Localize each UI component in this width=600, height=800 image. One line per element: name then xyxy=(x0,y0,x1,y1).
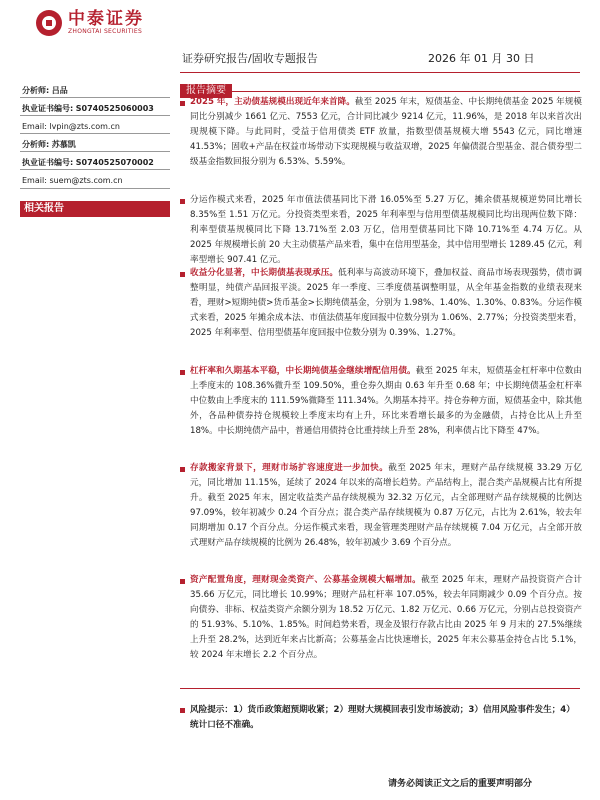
paragraph-text: 截至 2025 年末，短债基金、中长期纯债基金 2025 年规模同比分别减少 1661 亿元、7553 亿元，合计同比减少 9214 亿元，11.96%，是 2018 年以来首次出现规模下降。与此同时，受益于信用债类 ETF 放量，指数型债基规模大增 5543 亿元，同比增速 41.53%；固收+产品在权益市场带动下实现规模与收益双增，2025 年偏债混合型基金、混合债券型二级基金指数回报分别为 6.53%、5.59%。 xyxy=(190,97,582,167)
summary-paragraph xyxy=(190,364,582,439)
paragraph-highlight: 资产配置角度，理财现金类资产、公募基金规模大幅增加。 xyxy=(190,575,422,585)
analyst-divider xyxy=(20,169,170,170)
summary-paragraph xyxy=(190,95,582,170)
logo-cn: 中泰证券 xyxy=(68,9,144,29)
analyst-name: 吕品 xyxy=(51,86,68,95)
email-link[interactable]: lvpin@zts.com.cn xyxy=(49,122,120,131)
email-label: Email: xyxy=(22,176,47,185)
analyst-divider xyxy=(20,97,170,98)
cert-label: 执业证书编号: xyxy=(22,104,74,113)
analyst-divider xyxy=(20,151,170,152)
header-divider xyxy=(180,72,580,73)
analyst-name: 苏慕凯 xyxy=(51,140,76,149)
analyst-divider xyxy=(20,115,170,116)
paragraph-highlight: 2025 年，主动债基规模出现近年来首降。 xyxy=(190,97,355,107)
analyst-role-label: 分析师: xyxy=(22,140,50,149)
summary-bottom-divider xyxy=(180,688,580,689)
report-type: 证券研究报告/固收专题报告 xyxy=(182,52,318,65)
bullet-marker xyxy=(180,199,185,204)
paragraph-highlight: 收益分化显著，中长期债基表现承压。 xyxy=(190,268,339,278)
related-reports-heading: 相关报告 xyxy=(20,201,170,217)
analyst-2-cert-line xyxy=(22,157,154,168)
bullet-marker xyxy=(180,467,185,472)
analyst-1-email-line xyxy=(22,121,120,132)
disclaimer-footer: 请务必阅读正文之后的重要声明部分 xyxy=(388,779,533,789)
summary-paragraph xyxy=(190,573,582,662)
paragraph-text: 分运作模式来看，2025 年市值法债基同比下滑 16.05%至 5.27 万亿，摊余债基规模逆势同比增长 8.35%至 1.51 万亿元。分投资类型来看，2025 年利率型与信用型债基规模同比均出现两位数下降：利率型债基规模同比下降 13.71%至 2.03 万亿，信用型债基同比下降 10.71%至 4.74 万亿。从 2025 年规模增长前 20 大主动债基产品来看，集中在信用型基金，其中信用型增长 1289.45 亿元，利率型增长 907.41 亿元。 xyxy=(190,195,582,265)
paragraph-text: 截至 2025 年末，短债基金杠杆率中位数由上季度末的 108.36%微升至 109.50%，重仓券久期由 0.63 年升至 0.68 年；中长期纯债基金杠杆率中位数由上季度末的 111.59%微降至 111.34%。久期基本持平。持仓券种方面，短债基金中，除其他外，各品种债券持仓规模较上季度末均有上升，环比来看增长最多的为金融债，占持仓比从上升至 18%。中长期纯债产品中，普通信用债持仓比重持续上升至 28%，利率债占比下降至 47%。 xyxy=(190,366,582,436)
analyst-2-name-line xyxy=(22,139,76,150)
analyst-1-name-line xyxy=(22,85,68,96)
company-logo xyxy=(36,8,144,38)
report-date: 2026 年 01 月 30 日 xyxy=(428,52,535,65)
bullet-marker xyxy=(180,708,185,713)
summary-paragraph xyxy=(190,193,582,268)
paragraph-text: 低利率与高波动环境下，叠加权益、商品市场表现强势，债市调整明显，纯债产品回报平淡。2025 年一季度、三季度债基调整明显，从全年基金指数的业绩表现来看，理财>短期纯债>货币基金>长期纯债基金，分别为 1.98%、1.40%、1.30%、0.83%。分运作模式来看，2025 年摊余成本法、市值法债基年度回报中位数分别为 1.06%、2.77%；分投资类型来看，2025 年利率型、信用型债基年度回报中位数分别为 0.39%、1.27%。 xyxy=(190,268,582,338)
analyst-1-cert-line xyxy=(22,103,154,114)
bullet-marker xyxy=(180,579,185,584)
analyst-divider xyxy=(20,188,170,189)
cert-number: S0740525060003 xyxy=(75,104,154,113)
paragraph-text: 截至 2025 年末，理财产品投资资产合计 35.66 万亿元，同比增长 10.99%；理财产品杠杆率 107.05%，较去年同期减少 0.09 个百分点。按向债券、非标、权益类资产余额分别为 18.52 万亿元、1.82 万亿元、0.66 万亿元，分别占总投资资产的 51.93%、5.10%、1.85%。时间趋势来看，现金及银行存款占比由 2025 年 9 月末的 27.5%继续上升至 28.2%，达到近年来占比新高；公募基金占比快速增长，2025 年末公募基金持仓占比 5.1%，较 2024 年末增长 2.2 个百分点。 xyxy=(190,575,582,660)
summary-title: 报告摘要 xyxy=(180,84,232,98)
paragraph-highlight: 存款搬家背景下，理财市场扩容速度进一步加快。 xyxy=(190,463,389,473)
cert-number: S0740525070002 xyxy=(75,158,154,167)
analyst-role-label: 分析师: xyxy=(22,86,50,95)
bullet-marker xyxy=(180,370,185,375)
summary-paragraph xyxy=(190,461,582,550)
logo-en: ZHONGTAI SECURITIES xyxy=(68,28,143,35)
paragraph-text: 截至 2025 年末，理财产品存续规模 33.29 万亿元，同比增加 11.15%，延续了 2024 年以来的高增长趋势。产品结构上，混合类产品规模占比有所提升。截至 2025 年末，固定收益类产品存续规模为 32.32 万亿元，占全部理财产品存续规模的比例达 97.09%，较年初减少 0.24 个百分点；混合类产品存续规模为 0.87 万亿元，占比为 2.61%，较去年同期增加 0.17 个百分点。分运作模式来看，现金管理类理财产品存续规模 7.04 万亿元，占全部开放式理财产品存续规模的比例为 26.48%，较年初减少 3.69 个百分点。 xyxy=(190,463,582,548)
email-link[interactable]: suem@zts.com.cn xyxy=(49,176,123,185)
logo-icon xyxy=(36,10,62,36)
cert-label: 执业证书编号: xyxy=(22,158,74,167)
risk-warning: 风险提示：1）货币政策超预期收紧；2）理财大规模回表引发市场波动；3）信用风险事件发生；4）统计口径不准确。 xyxy=(190,705,575,730)
paragraph-highlight: 杠杆率和久期基本平稳，中长期纯债基金继续增配信用债。 xyxy=(190,366,416,376)
bullet-marker xyxy=(180,272,185,277)
analyst-2-email-line xyxy=(22,175,123,186)
summary-paragraph xyxy=(190,266,582,341)
email-label: Email: xyxy=(22,122,47,131)
bullet-marker xyxy=(180,101,185,106)
analyst-divider xyxy=(20,133,170,134)
summary-heading xyxy=(180,78,580,96)
